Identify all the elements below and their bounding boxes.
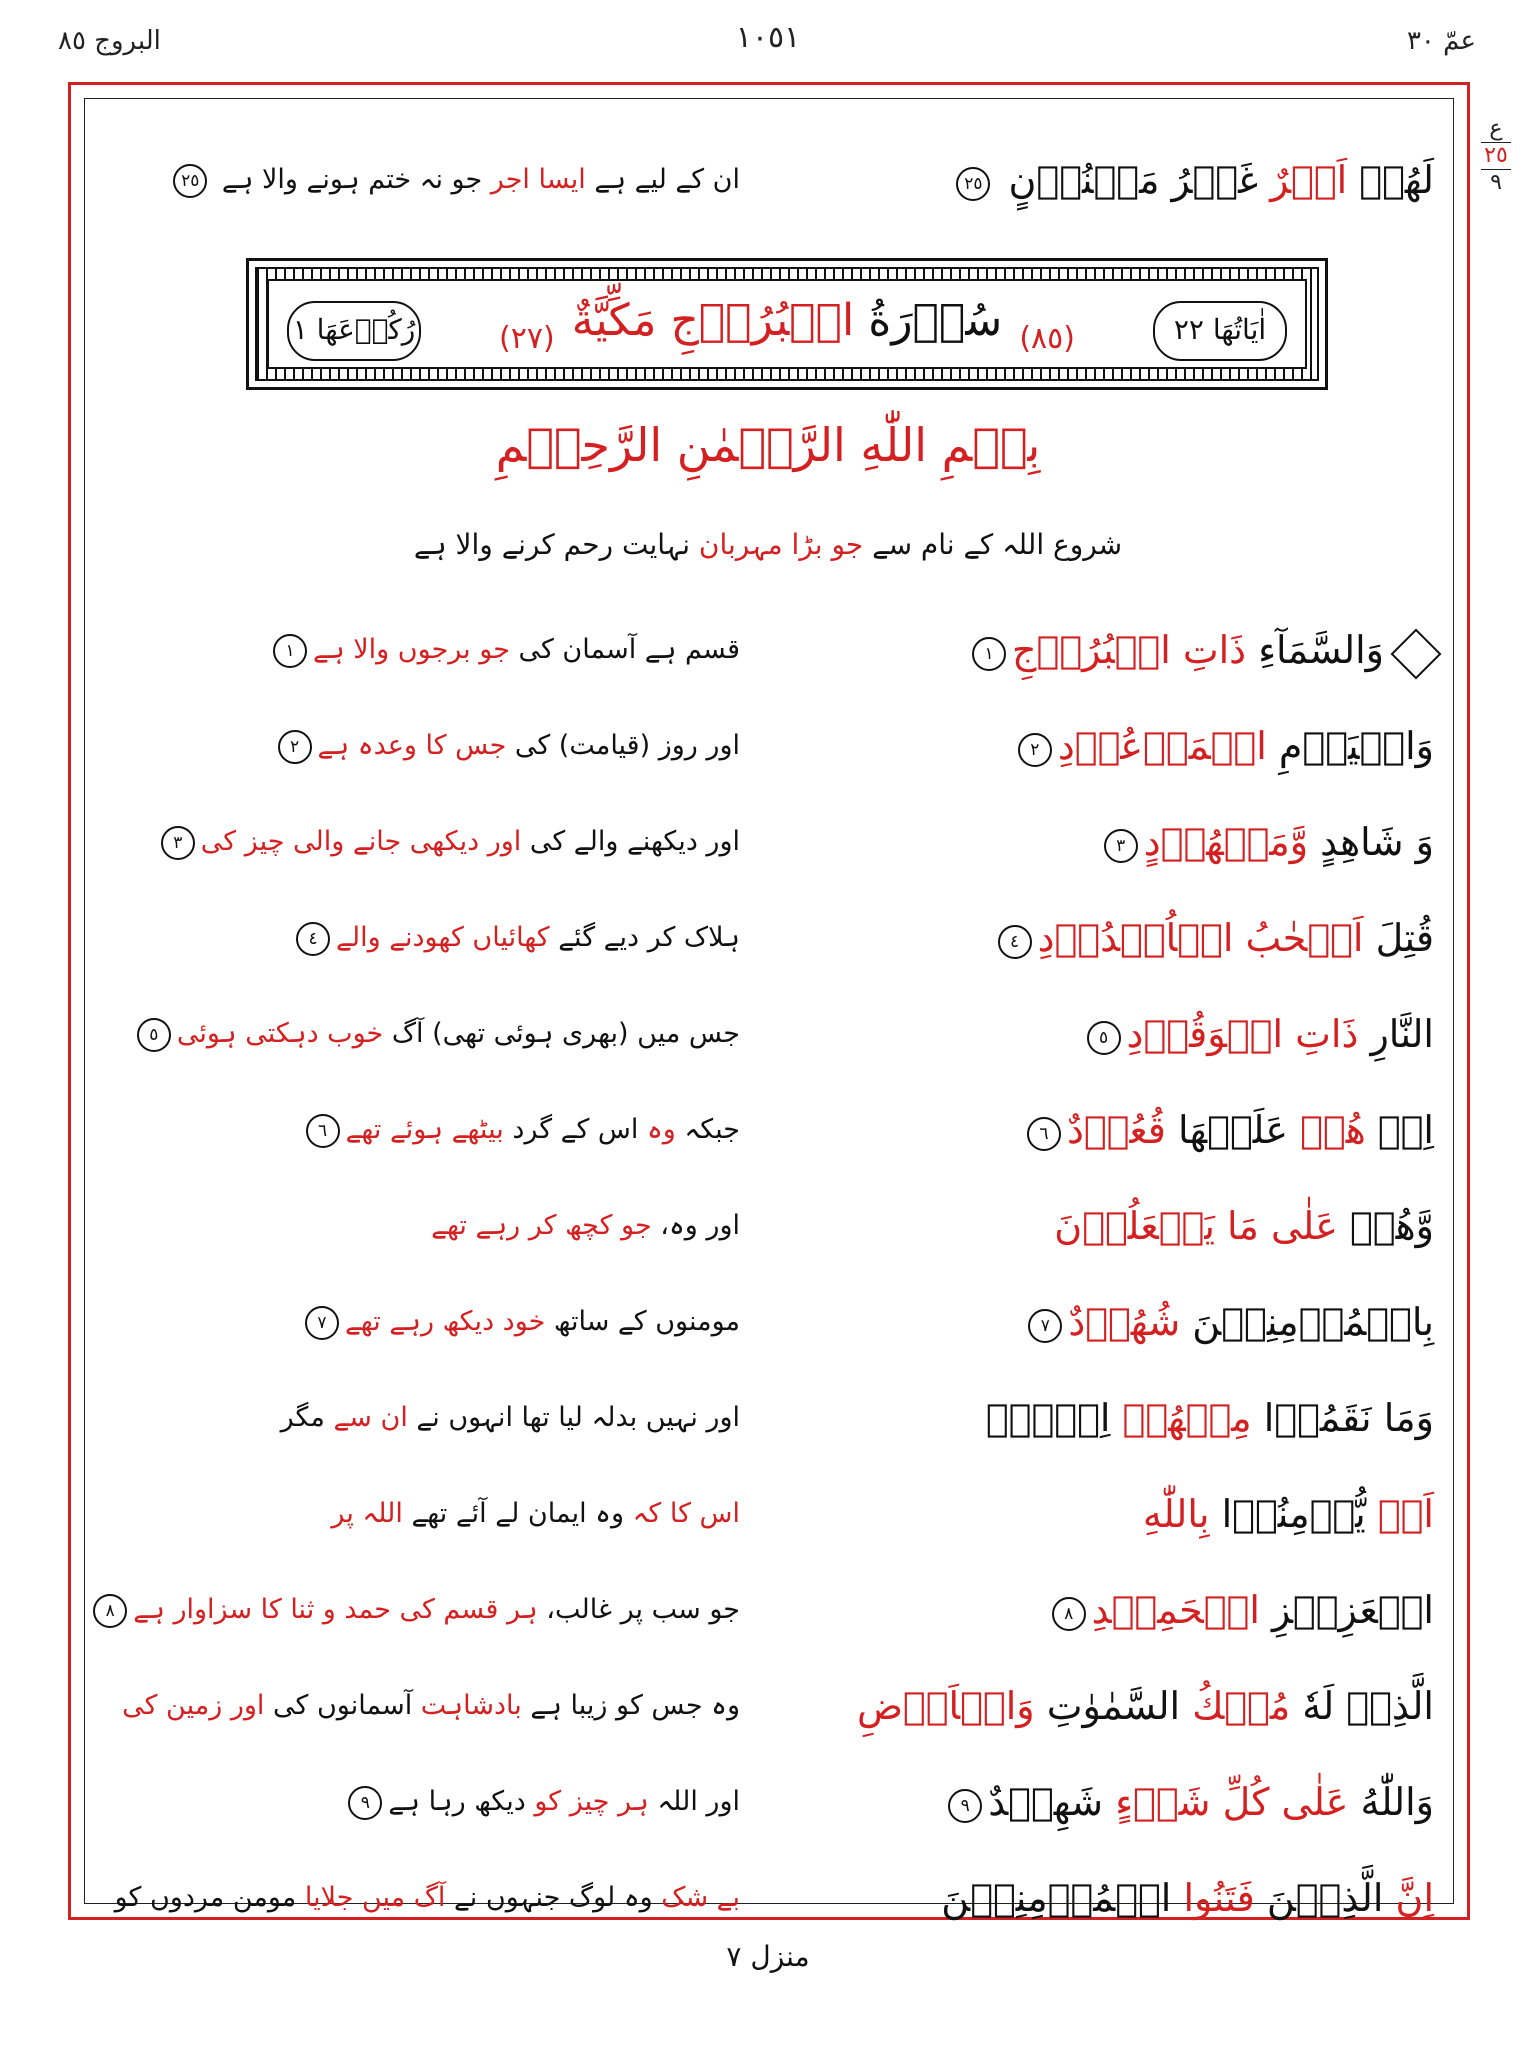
arabic-segment: ذَاتِ الۡوَقُوۡدِ xyxy=(1126,1012,1359,1056)
verse-number: ١ xyxy=(273,634,307,668)
arabic-segment: هُمۡ xyxy=(1300,1108,1366,1152)
juz-header: عمّ ٣٠ xyxy=(1406,26,1476,56)
verse-number: ٨ xyxy=(93,1594,127,1628)
verse-number: ٣ xyxy=(1104,829,1138,863)
arabic-segment: مُلۡكُ xyxy=(1192,1684,1291,1728)
arabic-segment: قُعُوۡدٌ xyxy=(1066,1108,1166,1152)
verse-number: ١ xyxy=(972,637,1006,671)
arabic-text xyxy=(1081,1004,1434,1064)
urdu-segment: اور زمین کی xyxy=(122,1690,265,1721)
ruku-marker-top: ع xyxy=(1489,116,1503,141)
urdu-segment: جس کا وعدہ ہے xyxy=(317,730,507,761)
urdu-segment: اور اللہ xyxy=(648,1786,740,1817)
arabic-segment: يُّؤۡمِنُوۡا xyxy=(1209,1492,1378,1536)
surah-title-banner xyxy=(246,258,1328,390)
urdu-segment: ہر چیز کو xyxy=(534,1786,649,1817)
urdu-segment: وہ ایمان لے آئے تھے xyxy=(402,1498,633,1529)
arabic-segment: وَالسَّمَآءِ xyxy=(1246,628,1384,672)
urdu-translation xyxy=(131,1004,740,1064)
urdu-segment: جس میں (بھری ہوئی تھی) آگ xyxy=(383,1018,740,1049)
arabic-text xyxy=(1046,1580,1434,1640)
verse-number: ٥ xyxy=(1087,1021,1121,1055)
arabic-segment: النَّارِ xyxy=(1358,1012,1434,1056)
verse-number: ٨ xyxy=(1052,1597,1086,1631)
arabic-segment: عَلٰى كُلِّ شَىۡءٍ xyxy=(1115,1780,1349,1824)
verse-number: ٢ xyxy=(1018,733,1052,767)
urdu-translation xyxy=(290,908,740,968)
ayat-count: اٰيَاتُهَا ٢٢ xyxy=(1153,301,1287,361)
urdu-segment: بے شک xyxy=(661,1882,740,1913)
arabic-text xyxy=(992,908,1434,968)
verse-number: ٢٥ xyxy=(173,164,207,198)
urdu-segment: ان سے xyxy=(333,1402,408,1433)
verse-number: ٧ xyxy=(305,1306,339,1340)
arabic-segment: اَصۡحٰبُ الۡاُخۡدُوۡدِ xyxy=(1037,916,1364,960)
urdu-translation xyxy=(87,1580,740,1640)
ruku-count: رُكُوۡعَهَا ١ xyxy=(287,301,421,361)
arabic-segment: الۡمُؤۡمِنِيۡنَ xyxy=(941,1876,1184,1920)
verse-row xyxy=(100,1772,1440,1842)
verse-number: ٤ xyxy=(296,922,330,956)
urdu-segment: دیکھ رہا ہے xyxy=(388,1786,535,1817)
arabic-text xyxy=(986,1388,1434,1448)
revelation-order: (٢٧) xyxy=(499,321,555,356)
urdu-translation xyxy=(299,1292,740,1352)
urdu-segment: ہر قسم کی حمد و ثنا کا سزاوار ہے xyxy=(133,1594,538,1625)
urdu-segment: وہ xyxy=(646,1114,676,1145)
arabic-segment: الۡحَمِيۡدِ xyxy=(1091,1588,1260,1632)
verse-number: ٦ xyxy=(1027,1117,1061,1151)
verse-number: ٧ xyxy=(1028,1309,1062,1343)
arabic-segment: عَلَيۡهَا xyxy=(1165,1108,1301,1152)
arabic-text xyxy=(1098,812,1434,872)
verse-number: ٥ xyxy=(137,1018,171,1052)
verse-row xyxy=(100,1100,1440,1170)
arabic-segment: وَالۡيَوۡمِ xyxy=(1266,724,1434,768)
arabic-text xyxy=(1012,716,1434,776)
arabic-segment: الۡعَزِيۡزِ xyxy=(1259,1588,1434,1632)
arabic-segment: السَّمٰوٰتِ xyxy=(1034,1684,1193,1728)
urdu-segment: اس کا کہ xyxy=(632,1498,740,1529)
verse-row xyxy=(100,908,1440,978)
verse-row xyxy=(100,1484,1440,1554)
verse-row xyxy=(100,1004,1440,1074)
arabic-text xyxy=(942,1772,1434,1832)
surah-title: سُوۡرَةُ الۡبُرُوۡجِ مَكِّيَّةٌ xyxy=(571,295,1003,346)
verse-number: ٢٥ xyxy=(956,167,990,201)
urdu-segment: وہ جس کو زیبا ہے xyxy=(521,1690,740,1721)
arabic-text xyxy=(941,1868,1434,1928)
arabic-segment: اَنۡ xyxy=(1377,1492,1434,1536)
urdu-translation xyxy=(272,716,740,776)
ruku-marker xyxy=(1474,118,1518,194)
verse-row xyxy=(100,812,1440,882)
urdu-segment: خود دیکھ رہے تھے xyxy=(344,1306,546,1337)
verse-number: ٩ xyxy=(948,1789,982,1823)
ruku-marker-bottom: ٩ xyxy=(1490,170,1502,195)
arabic-segment: الَّذِيۡنَ xyxy=(1254,1876,1396,1920)
arabic-segment: فَتَنُوا xyxy=(1183,1876,1255,1920)
verse-number: ٣ xyxy=(161,826,195,860)
urdu-segment: جو سب پر غالب، xyxy=(537,1594,740,1625)
urdu-translation xyxy=(342,1772,740,1832)
verse-row xyxy=(100,1580,1440,1650)
arabic-text xyxy=(966,620,1434,680)
arabic-segment: الۡمَوۡعُوۡدِ xyxy=(1057,724,1267,768)
urdu-translation xyxy=(267,620,740,680)
urdu-segment: اور وہ، xyxy=(651,1210,740,1241)
verse-row xyxy=(100,1292,1440,1362)
arabic-segment: وَمَا نَقَمُوۡا xyxy=(1251,1396,1434,1440)
urdu-segment: بادشاہت xyxy=(420,1690,522,1721)
surah-number: (٨٥) xyxy=(1019,321,1075,356)
urdu-translation xyxy=(300,1100,740,1160)
urdu-segment: آسمانوں کی xyxy=(264,1690,421,1721)
arabic-segment: وَاللّٰهُ xyxy=(1348,1780,1434,1824)
urdu-segment: جو برجوں والا ہے xyxy=(313,634,510,665)
arabic-segment: قُتِلَ xyxy=(1363,916,1434,960)
verse-number: ٦ xyxy=(306,1114,340,1148)
arabic-segment: بِالۡمُؤۡمِنِيۡنَ xyxy=(1180,1300,1434,1344)
arabic-segment: اِنَّ xyxy=(1395,1876,1434,1920)
arabic-segment: بِاللّٰهِ xyxy=(1142,1492,1210,1536)
arabic-segment: شَهِيۡدٌ xyxy=(988,1780,1116,1824)
urdu-translation: ان کے لیے ہے ایسا اجر جو نہ ختم ہونے والا ہے ٢٥ xyxy=(167,150,740,210)
bismillah-urdu: شروع اللہ کے نام سے جو بڑا مہربان نہایت رحم کرنے والا ہے xyxy=(413,528,1123,561)
ruku-marker-mid: ٢٥ xyxy=(1484,143,1508,168)
urdu-segment: اور روز (قیامت) کی xyxy=(506,730,740,761)
verse-row xyxy=(100,1196,1440,1266)
arabic-text xyxy=(1021,1100,1434,1160)
verse-row xyxy=(100,620,1440,690)
urdu-segment: بیٹھے ہوئے تھے xyxy=(345,1114,504,1145)
urdu-segment: قسم ہے آسمان کی xyxy=(509,634,740,665)
urdu-segment: اور دیکھنے والے کی xyxy=(521,826,740,857)
arabic-text xyxy=(1022,1292,1434,1352)
arabic-segment: شُهُوۡدٌ xyxy=(1068,1300,1181,1344)
verse-number: ٢ xyxy=(278,730,312,764)
urdu-segment: مومن مردوں کو xyxy=(114,1882,305,1913)
urdu-segment: اور دیکھی جانے والی چیز کی xyxy=(200,826,522,857)
arabic-segment: وَّهُمۡ xyxy=(1337,1204,1434,1248)
urdu-translation xyxy=(122,1676,740,1736)
surah-header: البروج ٨٥ xyxy=(58,26,161,56)
urdu-translation xyxy=(115,1868,740,1928)
arabic-text xyxy=(1054,1196,1434,1256)
start-ornament-icon xyxy=(1391,628,1442,679)
arabic-segment: الَّذِىۡ لَهٗ xyxy=(1290,1684,1434,1728)
verse-row xyxy=(100,1868,1440,1938)
verse-row xyxy=(100,1388,1440,1458)
verse-row-25 xyxy=(100,150,1440,220)
verse-row xyxy=(100,1676,1440,1746)
urdu-translation xyxy=(281,1388,740,1448)
urdu-segment: آگ میں جلایا xyxy=(304,1882,446,1913)
urdu-segment: خوب دہکتی ہوئی xyxy=(176,1018,384,1049)
arabic-segment: وَالۡاَرۡضِ xyxy=(856,1684,1035,1728)
verse-row xyxy=(100,716,1440,786)
arabic-segment: مِنۡهُمۡ xyxy=(1122,1396,1252,1440)
arabic-text xyxy=(1143,1484,1434,1544)
urdu-segment: کھائیاں کھودنے والے xyxy=(336,922,550,953)
verse-number: ٩ xyxy=(348,1786,382,1820)
arabic-text xyxy=(857,1676,1434,1736)
urdu-segment: اس کے گرد xyxy=(503,1114,647,1145)
urdu-segment: ہلاک کر دیے گئے xyxy=(549,922,740,953)
urdu-segment: جبکہ xyxy=(675,1114,740,1145)
arabic-segment: عَلٰى مَا يَفۡعَلُوۡنَ xyxy=(1054,1204,1338,1248)
urdu-segment: اور نہیں بدلہ لیا تھا انہوں نے xyxy=(407,1402,740,1433)
urdu-translation xyxy=(431,1196,740,1256)
urdu-segment: جو کچھ کر رہے تھے xyxy=(431,1210,652,1241)
manzil-footer: منزل ٧ xyxy=(726,1940,810,1973)
arabic-segment: اِذۡ xyxy=(1365,1108,1434,1152)
verse-number: ٤ xyxy=(998,925,1032,959)
urdu-segment: مگر xyxy=(280,1402,334,1433)
arabic-segment: وَ شَاهِدٍ xyxy=(1308,820,1434,864)
arabic-text: لَهُمۡ اَجۡرٌ غَيۡرُ مَمۡنُوۡنٍ ٢٥ xyxy=(950,150,1434,210)
urdu-translation xyxy=(331,1484,740,1544)
arabic-segment: اِلَّاۤ xyxy=(985,1396,1123,1440)
page-number: ١٠٥١ xyxy=(735,20,801,55)
bismillah-arabic: بِسۡمِ اللّٰهِ الرَّحۡمٰنِ الرَّحِيۡمِ xyxy=(495,418,1041,472)
urdu-segment: اللہ پر xyxy=(331,1498,403,1529)
urdu-translation xyxy=(155,812,740,872)
urdu-segment: وہ لوگ جنہوں نے xyxy=(445,1882,662,1913)
arabic-segment: ذَاتِ الۡبُرُوۡجِ xyxy=(1012,628,1247,672)
arabic-segment: وَّمَشۡهُوۡدٍ xyxy=(1143,820,1309,864)
urdu-segment: مومنوں کے ساتھ xyxy=(545,1306,740,1337)
